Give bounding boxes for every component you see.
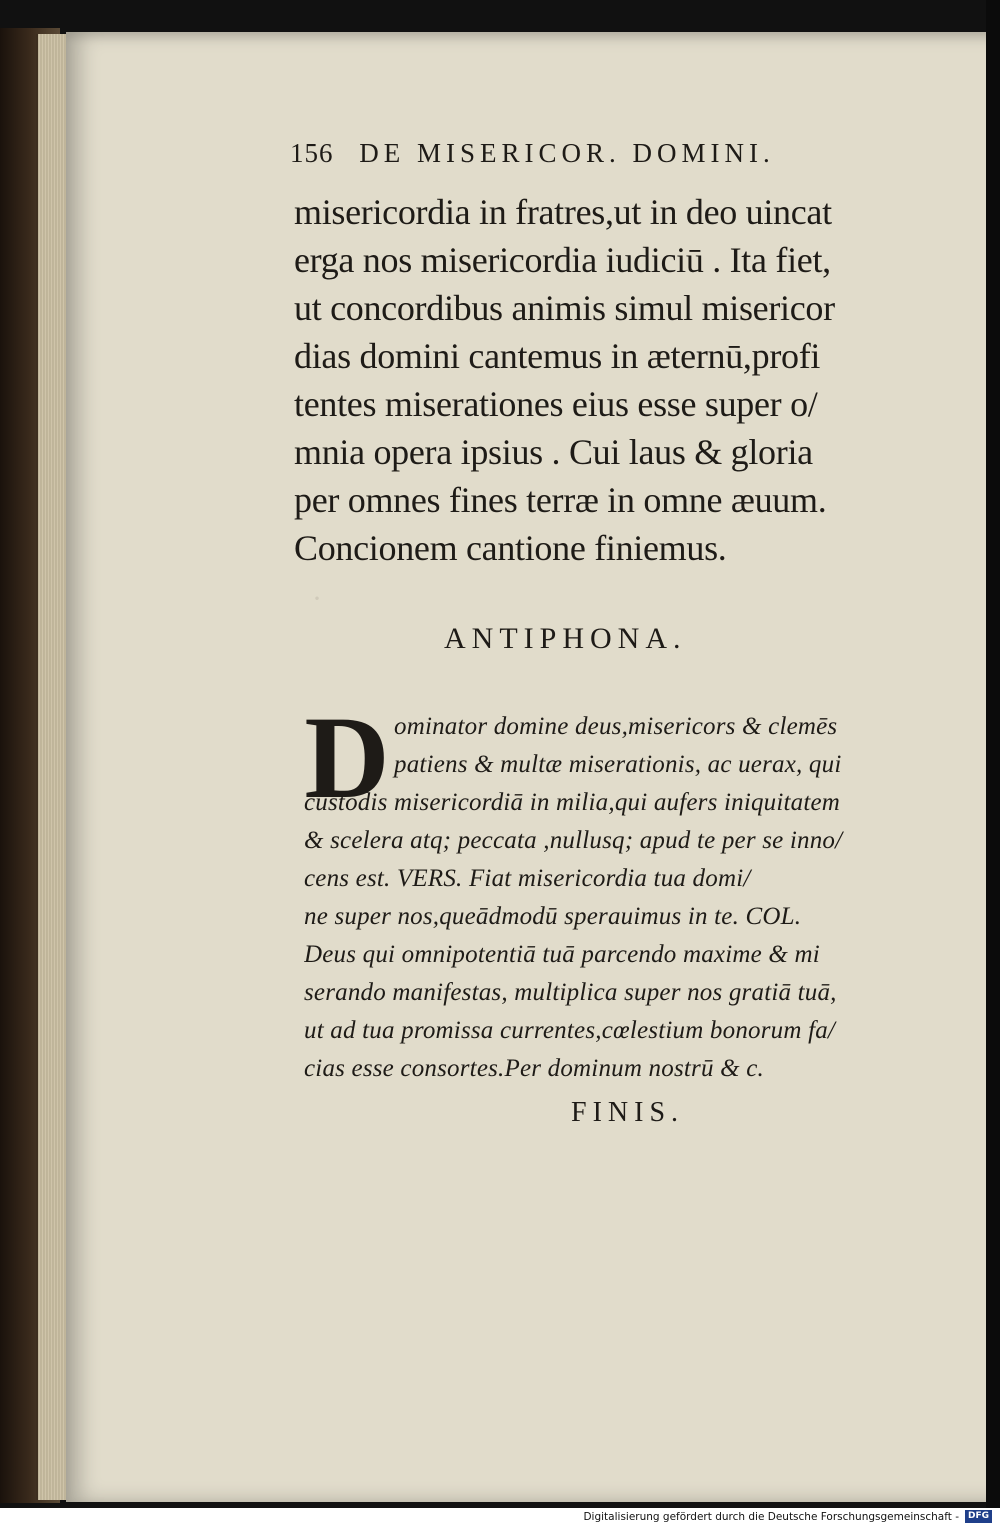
body-line: misericordia in fratres,ut in deo uincat bbox=[294, 192, 832, 232]
drop-cap: D bbox=[304, 692, 390, 823]
prayer-line: & scelera atq; peccata ,nullusq; apud te per se inno/ bbox=[304, 827, 843, 854]
body-line: per omnes fines terræ in omne æuum. bbox=[294, 480, 827, 520]
prayer-line: cens est. VERS. Fiat misericordia tua domi/ bbox=[304, 865, 751, 892]
body-line: tentes miserationes eius esse super o/ bbox=[294, 384, 818, 424]
show-through-text: · bbox=[312, 582, 322, 615]
footer-bar bbox=[0, 1508, 1000, 1525]
page-header bbox=[290, 138, 930, 182]
body-line: ut concordibus animis simul misericor bbox=[294, 288, 835, 328]
funding-credit: Digitalisierung gefördert durch die Deutsche Forschungsgemeinschaft - bbox=[583, 1510, 959, 1523]
page-number: 156 bbox=[290, 138, 334, 168]
prayer-line: patiens & multæ miserationis, ac uerax, qui bbox=[394, 751, 842, 778]
prayer-line: serando manifestas, multiplica super nos gratiā tuā, bbox=[304, 979, 837, 1006]
prayer-line: custodis misericordiā in milia,qui aufers iniquitatem bbox=[304, 789, 841, 816]
antiphona-heading: ANTIPHONA. bbox=[444, 622, 687, 655]
body-line: dias domini cantemus in æternū,profi bbox=[294, 336, 821, 376]
prayer-line: cias esse consortes.Per dominum nostrū & c. bbox=[304, 1055, 764, 1082]
running-title: DE MISERICOR. DOMINI. bbox=[359, 138, 775, 168]
prayer-line: Deus qui omnipotentiā tuā parcendo maxime & mi bbox=[304, 941, 820, 968]
antiphon-prayer bbox=[304, 692, 924, 1088]
prayer-line: ut ad tua promissa currentes,cœlestium bonorum fa/ bbox=[304, 1017, 836, 1044]
prayer-line: ne super nos,queādmodū sperauimus in te. COL. bbox=[304, 903, 802, 930]
body-line: erga nos misericordia iudiciū . Ita fiet, bbox=[294, 240, 831, 280]
prayer-line: ominator domine deus,misericors & clemēs bbox=[394, 713, 838, 740]
scan-border bbox=[986, 0, 1000, 1525]
body-line: mnia opera ipsius . Cui laus & gloria bbox=[294, 432, 813, 472]
body-line: Concionem cantione finiemus. bbox=[294, 528, 727, 568]
dfg-logo-icon: DFG bbox=[965, 1510, 992, 1523]
finis-heading: FINIS. bbox=[571, 1097, 685, 1128]
body-text bbox=[294, 188, 934, 572]
